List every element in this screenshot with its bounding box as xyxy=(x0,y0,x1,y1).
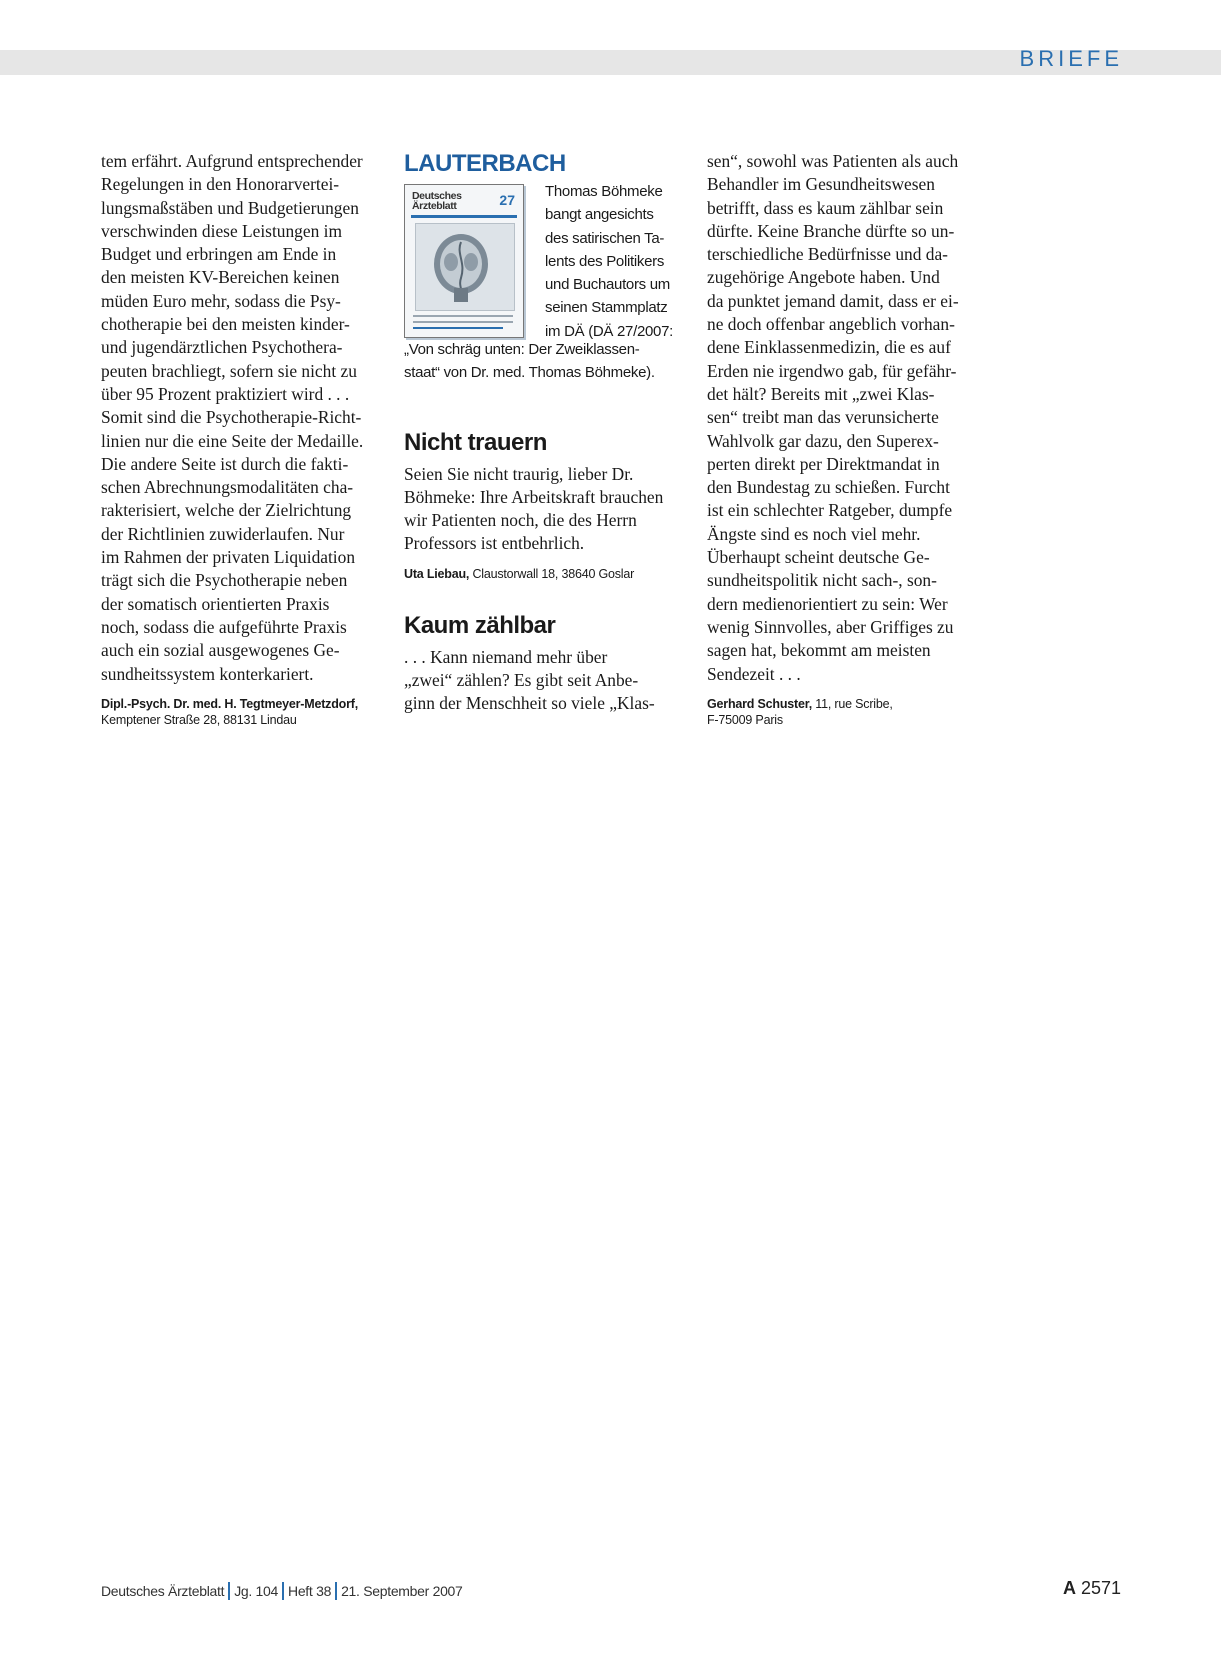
signature-name: Gerhard Schuster, xyxy=(707,696,812,711)
text-line: Wahlvolk gar dazu, den Superex- xyxy=(707,430,939,451)
text-line: der Richtlinien zuwiderlaufen. Nur xyxy=(101,523,345,544)
text-line: schen Abrechnungsmodalitäten cha- xyxy=(101,477,354,498)
cover-title: Deutsches Ärzteblatt xyxy=(412,190,462,212)
separator xyxy=(335,1582,337,1600)
intro-full-text xyxy=(404,338,694,385)
signature-address: F-75009 Paris xyxy=(707,712,783,727)
text-line: sundheitspolitik nicht sach-, son- xyxy=(707,570,937,591)
column-3 xyxy=(707,150,997,728)
text-line: bangt angesichts xyxy=(545,206,654,224)
text-line: staat“ von Dr. med. Thomas Böhmeke). xyxy=(404,364,655,382)
text-line: peuten brachliegt, sofern sie nicht zu xyxy=(101,360,357,381)
journal-name: Deutsches Ärzteblatt xyxy=(101,1583,225,1599)
intro-side-text xyxy=(545,180,695,343)
text-line: zugehörige Angebote haben. Und xyxy=(707,267,940,288)
magazine-cover-image xyxy=(404,184,524,338)
letter-heading: Kaum zählbar xyxy=(404,611,556,639)
text-line: im DÄ (DÄ 27/2007: xyxy=(545,322,673,340)
column-1-text xyxy=(101,150,386,686)
text-line: auch ein sozial ausgewogenes Ge- xyxy=(101,640,340,661)
page-number xyxy=(1063,1578,1121,1599)
separator xyxy=(282,1582,284,1600)
letter-2-text xyxy=(404,646,694,716)
letter-heading: Nicht trauern xyxy=(404,428,547,456)
brain-scan-icon xyxy=(430,232,492,304)
text-line: den meisten KV-Bereichen keinen xyxy=(101,267,340,288)
text-line: „Von schräg unten: Der Zweiklassen- xyxy=(404,341,640,358)
text-line: des satirischen Ta- xyxy=(545,229,665,247)
text-line: und Buchautors um xyxy=(545,276,670,294)
text-line: Professors ist entbehrlich. xyxy=(404,533,585,554)
text-line: müden Euro mehr, sodass die Psy- xyxy=(101,290,341,311)
text-line: noch, sodass die aufgeführte Praxis xyxy=(101,616,347,637)
text-line: tem erfährt. Aufgrund entsprechender xyxy=(101,151,363,171)
cover-brain-image xyxy=(415,223,515,311)
text-line: chotherapie bei den meisten kinder- xyxy=(101,314,350,335)
letter-1-text xyxy=(404,463,694,556)
text-line: Regelungen in den Honorarvertei- xyxy=(101,174,340,195)
text-line: Erden nie irgendwo gab, für gefähr- xyxy=(707,360,957,381)
text-line: sagen hat, bekommt am meisten xyxy=(707,640,931,661)
text-line: Behandler im Gesundheitswesen xyxy=(707,174,935,195)
section-title: LAUTERBACH xyxy=(404,150,566,177)
text-line: dene Einklassenmedizin, die es auf xyxy=(707,337,951,358)
text-line: Ängste sind es noch viel mehr. xyxy=(707,523,921,544)
text-line: ginn der Menschheit so viele „Klas- xyxy=(404,693,655,714)
separator xyxy=(228,1582,230,1600)
text-line: verschwinden diese Leistungen im xyxy=(101,220,342,241)
column-3-text xyxy=(707,150,997,686)
text-line: terschiedliche Bedürfnisse und da- xyxy=(707,244,948,265)
section-label: BRIEFE xyxy=(1019,46,1123,71)
text-line: Überhaupt scheint deutsche Ge- xyxy=(707,547,930,568)
text-line: wir Patienten noch, die des Herrn xyxy=(404,510,637,531)
footer-citation xyxy=(101,1582,463,1600)
text-line: det hält? Bereits mit „zwei Klas- xyxy=(707,383,935,404)
text-line: Sendezeit . . . xyxy=(707,663,801,684)
cover-text-lines xyxy=(413,315,513,333)
text-line: ne doch offenbar angeblich vorhan- xyxy=(707,314,955,335)
text-line: Böhmeke: Ihre Arbeitskraft brauchen xyxy=(404,486,664,507)
signature-name: Dipl.-Psych. Dr. med. H. Tegtmeyer-Metzdorf, xyxy=(101,696,358,711)
text-line: lungsmaßstäben und Budgetierungen xyxy=(101,197,359,218)
signature-name: Uta Liebau, xyxy=(404,566,470,581)
cover-block xyxy=(404,184,694,344)
column-1 xyxy=(101,150,386,728)
text-line: „zwei“ zählen? Es gibt seit Anbe- xyxy=(404,670,639,691)
text-line: betrifft, dass es kaum zählbar sein xyxy=(707,197,944,218)
text-line: Thomas Böhmeke xyxy=(545,183,663,200)
signature-2 xyxy=(404,566,694,582)
signature-address: Kemptener Straße 28, 88131 Lindau xyxy=(101,712,297,727)
text-line: dern medienorientiert zu sein: Wer xyxy=(707,593,948,614)
text-line: sen“, sowohl was Patienten als auch xyxy=(707,151,959,171)
text-line: den Bundestag zu schießen. Furcht xyxy=(707,477,950,498)
text-line: linien nur die eine Seite der Medaille. xyxy=(101,430,364,451)
text-line: und jugendärztlichen Psychothera- xyxy=(101,337,343,358)
page-number-value: 2571 xyxy=(1080,1578,1121,1598)
signature-1 xyxy=(101,696,386,728)
text-line: Budget und erbringen am Ende in xyxy=(101,244,337,265)
text-line: da punktet jemand damit, dass er ei- xyxy=(707,290,959,311)
text-line: lents des Politikers xyxy=(545,252,665,270)
text-line: Somit sind die Psychotherapie-Richt- xyxy=(101,407,362,428)
cover-issue-number: 27 xyxy=(499,192,515,208)
text-line: über 95 Prozent praktiziert wird . . . xyxy=(101,383,350,404)
signature-address: 11, rue Scribe, xyxy=(815,696,893,711)
signature-3 xyxy=(707,696,997,728)
cover-rule xyxy=(411,215,517,218)
signature-address: Claustorwall 18, 38640 Goslar xyxy=(472,566,635,581)
text-line: wenig Sinnvolles, aber Griffiges zu xyxy=(707,616,954,637)
column-2 xyxy=(404,150,694,716)
page-prefix: A xyxy=(1062,1578,1076,1598)
text-line: . . . Kann niemand mehr über xyxy=(404,646,608,667)
text-line: Seien Sie nicht traurig, lieber Dr. xyxy=(404,463,634,484)
text-line: Die andere Seite ist durch die fakti- xyxy=(101,453,349,474)
text-line: im Rahmen der privaten Liquidation xyxy=(101,547,356,568)
text-line: sen“ treibt man das verunsicherte xyxy=(707,407,939,428)
text-line: dürfte. Keine Branche dürfte so un- xyxy=(707,220,955,241)
text-line: trägt sich die Psychotherapie neben xyxy=(101,570,348,591)
text-line: ist ein schlechter Ratgeber, dumpfe xyxy=(707,500,953,521)
date: 21. September 2007 xyxy=(341,1583,463,1599)
text-line: sundheitssystem konterkariert. xyxy=(101,663,314,684)
text-line: seinen Stammplatz xyxy=(545,299,668,317)
text-line: perten direkt per Direktmandat in xyxy=(707,453,940,474)
text-line: rakterisiert, welche der Zielrichtung xyxy=(101,500,352,521)
volume: Jg. 104 xyxy=(234,1583,279,1599)
text-line: der somatisch orientierten Praxis xyxy=(101,593,330,614)
issue: Heft 38 xyxy=(288,1583,332,1599)
